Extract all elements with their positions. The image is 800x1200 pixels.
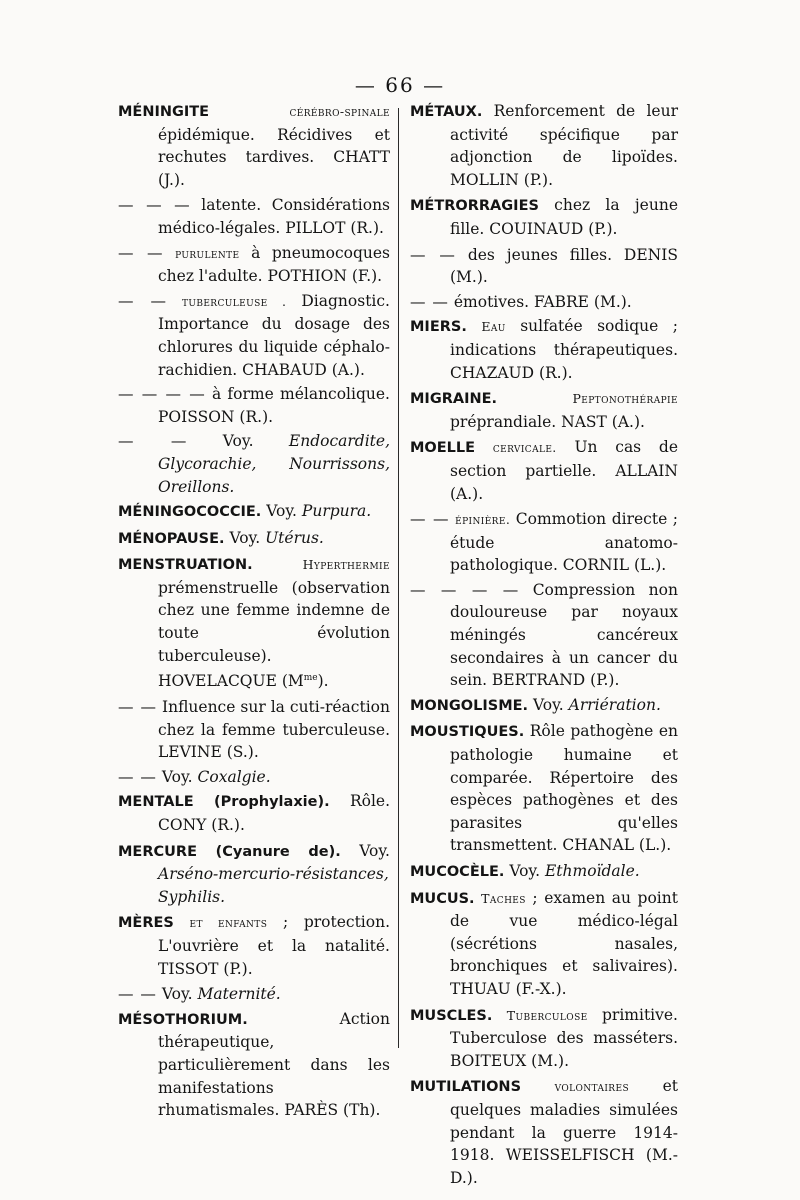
entry-text: Voy. <box>222 432 254 451</box>
entry-text: prémenstruelle (observation chez une femme indemne de toute évolution tuberculeuse). HOVELACQUE (M <box>158 578 390 691</box>
repeat-dash: — — <box>410 292 449 311</box>
entry-headword: MÉNINGITE <box>118 104 210 120</box>
index-entry <box>410 1075 678 1189</box>
right-column <box>410 100 678 1192</box>
entry-headword: MÉTRORRAGIES <box>410 198 539 215</box>
entry-subheading: cervicale. <box>492 440 557 456</box>
entry-text: Un cas de section partielle. ALLAIN (A.). <box>450 438 678 503</box>
repeat-dash: — — — <box>118 196 191 215</box>
superscript: me <box>303 673 318 684</box>
entry-text: ; protection. L'ouvrière et la natalité. TISSOT (P.). <box>158 913 390 978</box>
entry-text: Voy. <box>532 695 564 714</box>
entry-headword: MENSTRUATION. <box>118 557 253 574</box>
entry-headword: MÉSOTHORIUM. <box>118 1011 248 1028</box>
entry-subheading: Eau <box>481 319 506 335</box>
cross-reference: Arséno-mercurio-résistances, Syphilis. <box>158 865 389 906</box>
entry-subheading: épinière. <box>455 512 511 528</box>
repeat-dash: — — <box>410 510 450 529</box>
entry-text: à forme mélancolique. POISSON (R.). <box>158 385 390 426</box>
entry-headword: MENTALE (Prophylaxie). <box>118 794 330 811</box>
cross-reference: Endocardite, Glycorachie, Nourrissons, Oreillons. <box>158 432 390 496</box>
entry-headword: MUCOCÈLE. <box>410 864 505 880</box>
repeat-dash: — — <box>118 698 157 716</box>
index-entry <box>410 1004 678 1073</box>
entry-text: Compression non douloureuse par noyaux méningés cancéreux secondaires à un cancer du sein. BERTRAND (P.). <box>450 580 678 690</box>
index-entry <box>118 911 390 980</box>
entry-subheading: purulente <box>175 245 240 261</box>
index-entry <box>410 387 678 433</box>
entry-subheading: tuberculeuse . <box>181 293 287 309</box>
index-entry <box>410 860 678 884</box>
index-entry <box>410 887 678 1001</box>
entry-text: Rôle pathogène en pathologie humaine et comparée. Répertoire des espèces pathogènes et des parasites qu'elles transmettent. CHANAL (L.). <box>450 722 678 855</box>
cross-reference: Ethmoïdale. <box>544 862 640 880</box>
cross-reference: Arriération. <box>568 695 661 714</box>
entry-text: à pneumocoques chez l'adulte. POTHION (F.). <box>158 243 391 286</box>
cross-reference: Purpura. <box>301 502 372 521</box>
entry-text: des jeunes filles. DENIS (M.). <box>450 245 678 287</box>
index-entry <box>118 242 390 288</box>
entry-text: Voy. <box>509 862 541 880</box>
entry-headword: MERCURE (Cyanure de). <box>118 843 341 860</box>
index-entry <box>410 720 678 857</box>
entry-headword: MUTILATIONS <box>410 1079 522 1096</box>
left-column <box>118 100 390 1125</box>
entry-text: épidémique. Récidives et rechutes tardives. CHATT (J.). <box>158 125 390 189</box>
entry-text: Diagnostic. Importance du dosage des chlorures du liquide céphalo-rachidien. CHABAUD (A.). <box>158 291 390 379</box>
index-entry <box>410 100 678 191</box>
entry-text: Voy. <box>161 985 193 1004</box>
entry-text: Voy. <box>266 502 297 521</box>
entry-headword: MUSCLES. <box>410 1007 493 1024</box>
cross-reference: Coxalgie. <box>197 767 271 786</box>
entry-text: Influence sur la cuti-réaction chez la femme tuberculeuse. LEVINE (S.). <box>158 698 390 762</box>
entry-headword: MONGOLISME. <box>410 697 529 714</box>
entry-text: émotives. FABRE (M.). <box>453 292 632 311</box>
entry-text: primitive. Tuberculose des masséters. BOITEUX (M.). <box>450 1005 678 1070</box>
entry-headword: MUCUS. <box>410 890 475 907</box>
entry-subheading: Tuberculose <box>506 1007 588 1023</box>
index-entry <box>118 290 390 381</box>
index-entry <box>118 527 390 551</box>
index-entry <box>118 840 390 909</box>
entry-text: sulfatée sodique ; indications thérapeutiques. CHAZAUD (R.). <box>450 317 678 382</box>
entry-text: et quelques maladies simulées pendant la guerre 1914-1918. WEISSELFISCH (M.-D.). <box>450 1077 678 1187</box>
entry-text: Renforcement de leur activité spécifique par adjonction de lipoïdes. MOLLIN (P.). <box>450 102 678 189</box>
index-entry <box>118 500 390 524</box>
entry-headword: MÉNOPAUSE. <box>118 530 225 547</box>
entry-text: Voy. <box>229 528 261 547</box>
index-entry <box>410 194 678 240</box>
index-entry <box>410 508 678 577</box>
index-entry <box>118 194 390 239</box>
repeat-dash: — — <box>118 985 157 1004</box>
index-entry <box>118 696 390 764</box>
entry-subheading: Hyperthermie <box>302 557 390 573</box>
entry-text: ; examen au point de vue médico-légal (sécrétions nasales, bronchiques et salivaires). THUAU (F.-X.). <box>450 888 678 998</box>
repeat-dash: — — — — <box>410 580 520 599</box>
index-entry <box>118 553 390 693</box>
entry-subheading: Taches <box>481 890 526 906</box>
entry-text: Voy. <box>161 767 193 786</box>
index-entry <box>410 579 678 692</box>
entry-text: chez la jeune fille. COUINAUD (P.). <box>450 196 678 238</box>
entry-headword: MÈRES <box>118 915 174 932</box>
page-number: — 66 — <box>354 73 446 97</box>
index-entry <box>118 790 390 836</box>
index-entry <box>410 291 678 314</box>
entry-headword: MÉNINGOCOCCIE. <box>118 504 262 521</box>
index-entry <box>118 983 390 1006</box>
repeat-dash: — — <box>410 245 456 264</box>
entry-text: Rôle. CONY (R.). <box>158 792 390 834</box>
index-entry <box>118 383 390 428</box>
entry-text: préprandiale. NAST (A.). <box>450 412 645 431</box>
index-entry <box>410 436 678 505</box>
repeat-dash: — — <box>118 291 167 310</box>
index-entry <box>410 244 678 289</box>
index-entry <box>410 315 678 384</box>
cross-reference: Maternité. <box>197 985 281 1004</box>
entry-text: Action thérapeutique, particulièrement dans les manifestations rhumatismales. PARÈS (Th). <box>158 1009 390 1120</box>
entry-text: Voy. <box>359 841 390 860</box>
entry-text-end: ). <box>317 672 329 691</box>
repeat-dash: — — — — <box>118 385 206 404</box>
entry-subheading: et enfants <box>189 915 268 931</box>
column-divider <box>398 108 399 1048</box>
entry-subheading: cérébro-spinale <box>289 104 390 119</box>
repeat-dash: — — <box>118 243 164 262</box>
repeat-dash: — — <box>118 767 157 786</box>
index-entry <box>118 100 390 191</box>
entry-headword: MIERS. <box>410 319 467 336</box>
index-entry <box>118 766 390 789</box>
entry-subheading: Peptonothérapie <box>572 391 678 407</box>
index-entry <box>118 430 390 498</box>
entry-subheading: volontaires <box>554 1079 630 1095</box>
repeat-dash: — — <box>118 432 188 451</box>
entry-text: latente. Considérations médico-légales. PILLOT (R.). <box>158 196 391 237</box>
cross-reference: Utérus. <box>265 528 324 547</box>
entry-headword: MOELLE <box>410 440 476 457</box>
entry-text: Commotion directe ; étude anatomo-pathologique. CORNIL (L.). <box>450 510 679 575</box>
entry-headword: MOUSTIQUES. <box>410 724 525 741</box>
entry-headword: MIGRAINE. <box>410 391 498 408</box>
index-entry <box>410 694 678 718</box>
entry-headword: MÉTAUX. <box>410 104 483 120</box>
index-entry <box>118 1008 390 1122</box>
